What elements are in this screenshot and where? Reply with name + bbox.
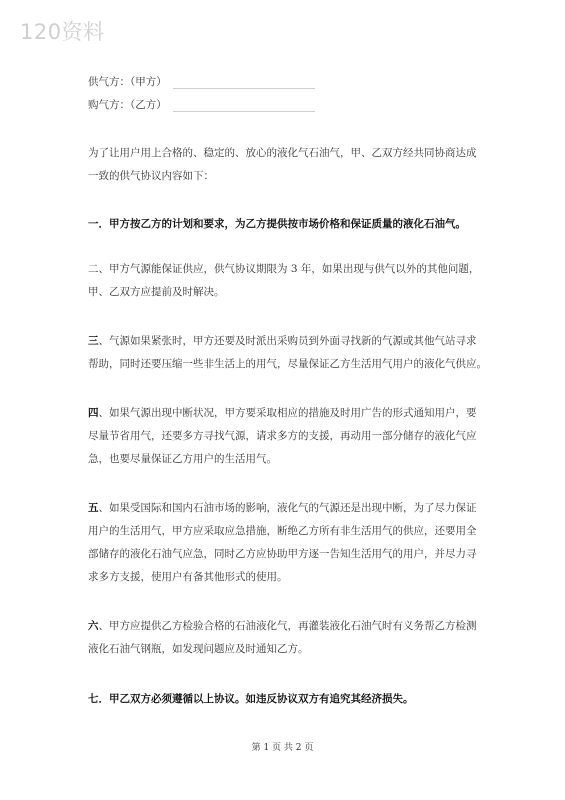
clause-2 — [88, 258, 488, 304]
clause-5-line: 用户的生活用气，甲方应采取应急措施，断绝乙方所有非生活用气的供应，还要用全 — [88, 525, 477, 537]
supplier-party-line — [88, 74, 315, 89]
supplier-label: 供气方：（甲方） — [88, 76, 167, 88]
clause-4-line: 急，也要尽量保证乙方用户的生活用气。 — [88, 453, 277, 465]
intro-line: 为了让用户用上合格的、稳定的、放心的液化气石油气，甲、乙双方经共同协商达成 — [88, 147, 477, 159]
clause-6-line: 六、甲方应提供乙方检验合格的石油液化气，再灌装液化石油气时有义务帮乙方检测 — [88, 620, 477, 632]
buyer-label: 购气方：（乙方） — [88, 99, 167, 111]
clause-7 — [88, 688, 488, 711]
page-footer: 第 1 页 共 2 页 — [251, 743, 314, 753]
supplier-blank — [173, 78, 315, 89]
clause-5 — [88, 497, 488, 589]
clause-3-line: 三、气源如果紧张时，甲方还要及时派出采购员到外面寻找新的气源或其他气站寻求 — [88, 335, 477, 347]
clause-4-number: 四 — [88, 407, 99, 419]
clause-4 — [88, 402, 488, 471]
clause-2-line: 二、甲方气源能保证供应，供气协议期限为 3 年，如果出现与供气以外的其他问题， — [88, 263, 480, 275]
clause-4-line: 尽量节省用气，还要多方寻找气源，请求多方的支援，再动用一部分储存的液化气应 — [88, 430, 477, 442]
clause-4-line: 四、如果气源出现中断状况，甲方要采取相应的措施及时用广告的形式通知用户，要 — [88, 407, 477, 419]
clause-3 — [88, 330, 488, 376]
clause-6 — [88, 615, 488, 661]
buyer-blank — [173, 101, 315, 112]
clause-5-number: 五 — [88, 502, 99, 514]
clause-5-line: 五、如果受国际和国内石油市场的影响，液化气的气源还是出现中断，为了尽力保证 — [88, 502, 477, 514]
clause-3-line: 帮助，同时还要压缩一些非生活上的用气，尽量保证乙方生活用气用户的液化气供应。 — [88, 358, 487, 370]
clause-1 — [88, 213, 488, 236]
clause-1-line: 一．甲方按乙方的计划和要求，为乙方提供按市场价格和保证质量的液化石油气。 — [88, 218, 466, 230]
watermark-logo: 120资料 — [20, 20, 105, 44]
clause-2-line: 甲、乙双方应提前及时解决。 — [88, 286, 225, 298]
clause-5-line: 部储存的液化石油气应急，同时乙方应协助甲方逐一告知生活用气的用户，并尽力寻 — [88, 548, 477, 560]
clause-3-number: 三 — [88, 335, 99, 347]
clause-6-line: 液化石油气钢瓶，如发现问题应及时通知乙方。 — [88, 643, 309, 655]
clause-5-line: 求多方支援，使用户有备其他形式的使用。 — [88, 571, 288, 583]
clause-6-number: 六 — [88, 620, 99, 632]
intro-line: 一致的供气协议内容如下： — [88, 170, 214, 182]
intro-paragraph — [88, 142, 488, 188]
clause-7-line: 七．甲乙双方必须遵循以上协议。如违反协议双方有追究其经济损失。 — [88, 693, 414, 705]
buyer-party-line — [88, 97, 315, 112]
